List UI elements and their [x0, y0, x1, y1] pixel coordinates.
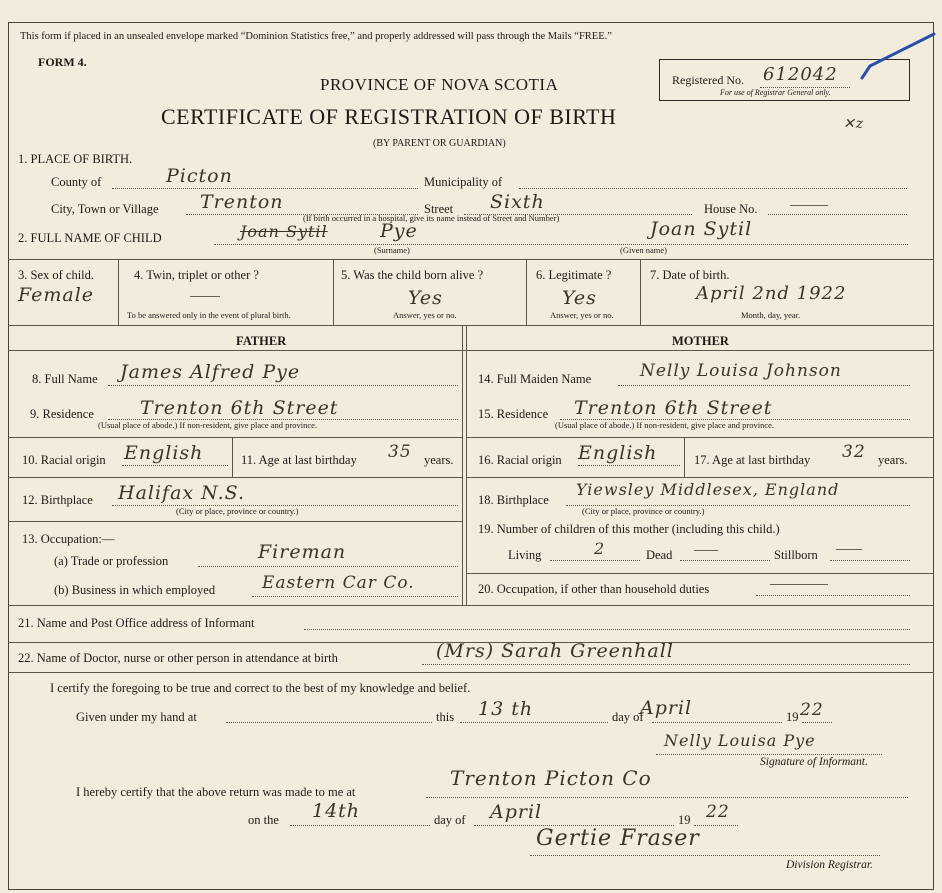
registered-number: 612042 [763, 64, 838, 85]
rule-parents-head [8, 350, 934, 351]
father-name-line [108, 385, 458, 386]
registrar-caption: Division Registrar. [786, 859, 873, 871]
stillborn-label: Stillborn [774, 548, 818, 562]
dead-dash [694, 550, 718, 551]
given-month-value: April [640, 697, 693, 719]
alive-label: 5. Was the child born alive ? [341, 268, 484, 282]
father-res-note: (Usual place of abode.) If non-resident, give place and province. [98, 420, 318, 430]
rule-mother-2 [466, 477, 934, 478]
father-racial-value: English [124, 442, 204, 464]
signature-caption: Signature of Informant. [760, 756, 868, 768]
stillborn-line [830, 560, 910, 561]
mother-heading: MOTHER [672, 334, 729, 348]
row3-divider-2 [333, 259, 334, 325]
registrar-signature-line [530, 855, 880, 856]
mother-children-label: 19. Number of children of this mother (including this child.) [478, 522, 780, 536]
certify-statement: I certify the foregoing to be true and correct to the best of my knowledge and belief. [50, 681, 471, 695]
rule-parents-top [8, 325, 934, 326]
legit-value: Yes [562, 287, 597, 309]
father-name-label: 8. Full Name [32, 372, 98, 386]
registrar-year-value: 22 [706, 802, 730, 822]
given-under-label: Given under my hand at [76, 710, 197, 724]
mother-racial-line [578, 465, 680, 466]
hospital-note: (If birth occurred in a hospital, give its name instead of Street and Number) [303, 213, 560, 223]
given-name-caption: (Given name) [620, 245, 667, 255]
father-age-divider [232, 437, 233, 477]
rule-informant-top [8, 605, 934, 606]
father-trade-label: (a) Trade or profession [54, 554, 169, 568]
father-name-value: James Alfred Pye [120, 361, 301, 383]
mother-name-value: Nelly Louisa Johnson [640, 361, 842, 381]
parents-divider-b [466, 325, 467, 605]
city-label: City, Town or Village [51, 202, 159, 216]
municipality-line [519, 188, 907, 189]
alive-note: Answer, yes or no. [393, 310, 457, 320]
dead-label: Dead [646, 548, 673, 562]
mother-birthplace-note: (City or place, province or country.) [582, 506, 705, 516]
dob-label: 7. Date of birth. [650, 268, 730, 282]
mailing-notice: This form if placed in an unsealed envelope marked “Dominion Statistics free,” and properly addressed will pass through the Mails “FREE.” [20, 31, 612, 42]
mother-res-label: 15. Residence [478, 407, 549, 421]
surname-value: Pye [380, 220, 418, 242]
given-day-value: 13 th [478, 698, 534, 720]
mother-occupation-label: 20. Occupation, if other than household duties [478, 582, 710, 596]
certificate-title: CERTIFICATE OF REGISTRATION OF BIRTH [161, 104, 617, 129]
father-trade-value: Fireman [258, 541, 347, 563]
surname-struck: Joan Sytil [240, 222, 328, 241]
dob-value: April 2nd 1922 [696, 283, 847, 304]
corner-mark: ✕z [843, 116, 865, 132]
dob-note: Month, day, year. [741, 310, 801, 320]
father-birthplace-value: Halifax N.S. [118, 482, 245, 504]
mother-res-value: Trenton 6th Street [574, 397, 773, 419]
father-age-label: 11. Age at last birthday [241, 453, 357, 467]
mother-age-divider [684, 437, 685, 477]
rule-certify-top [8, 672, 934, 673]
living-line [550, 560, 640, 561]
mother-years: years. [878, 453, 908, 467]
informant-line [304, 629, 910, 630]
father-age-value: 35 [388, 442, 412, 462]
day-of-label: day of [612, 710, 644, 724]
father-birthplace-note: (City or place, province or country.) [176, 506, 299, 516]
father-occupation-label: 13. Occupation:— [22, 532, 115, 546]
informant-signature: Nelly Louisa Pye [664, 731, 816, 750]
living-label: Living [508, 548, 542, 562]
father-res-value: Trenton 6th Street [140, 397, 339, 419]
mother-age-label: 17. Age at last birthday [694, 453, 811, 467]
living-value: 2 [594, 539, 606, 558]
province-heading: PROVINCE OF NOVA SCOTIA [320, 75, 559, 94]
registrar-year-prefix: 19 [678, 813, 691, 827]
rule-father-3 [8, 521, 462, 522]
father-heading: FATHER [236, 334, 287, 348]
sex-label: 3. Sex of child. [18, 268, 95, 282]
registered-note: For use of Registrar General only. [720, 88, 831, 97]
registrar-day-of-label: day of [434, 813, 466, 827]
dead-line [680, 560, 770, 561]
street-label: Street [424, 202, 454, 216]
sex-value: Female [18, 284, 95, 306]
given-place-line [226, 722, 432, 723]
on-the-label: on the [248, 813, 279, 827]
form-number: FORM 4. [38, 55, 87, 69]
certificate-subtitle: (BY PARENT OR GUARDIAN) [373, 138, 506, 149]
father-birthplace-label: 12. Birthplace [22, 493, 93, 507]
father-business-label: (b) Business in which employed [54, 583, 216, 597]
father-racial-label: 10. Racial origin [22, 453, 106, 467]
house-label: House No. [704, 202, 758, 216]
row3-divider-4 [640, 259, 641, 325]
parents-divider-a [462, 325, 463, 605]
mother-occupation-dash [770, 584, 828, 585]
mother-res-note: (Usual place of abode.) If non-resident, give place and province. [555, 420, 775, 430]
this-label: this [436, 710, 455, 724]
rule-mother-3 [466, 573, 934, 574]
house-dash [790, 205, 828, 206]
informant-label: 21. Name and Post Office address of Informant [18, 616, 255, 630]
rule-row3-top [8, 259, 934, 260]
city-value: Trenton [200, 191, 284, 213]
twin-note: To be answered only in the event of plural birth. [127, 310, 291, 320]
rule-father-2 [8, 477, 462, 478]
legit-note: Answer, yes or no. [550, 310, 614, 320]
father-res-label: 9. Residence [30, 407, 94, 421]
alive-value: Yes [408, 287, 443, 309]
doctor-line [422, 664, 910, 665]
mother-racial-value: English [578, 442, 658, 464]
child-name-label: 2. FULL NAME OF CHILD [18, 231, 162, 245]
registrar-day-line [290, 825, 430, 826]
row3-divider-1 [118, 259, 119, 325]
father-business-value: Eastern Car Co. [262, 573, 415, 593]
row3-divider-3 [526, 259, 527, 325]
mother-age-value: 32 [842, 442, 866, 462]
mother-occupation-line [756, 595, 910, 596]
registrar-month-value: April [490, 801, 543, 823]
surname-caption: (Surname) [374, 245, 410, 255]
stillborn-dash [836, 549, 862, 550]
rule-mother-1 [466, 437, 934, 438]
mother-name-label: 14. Full Maiden Name [478, 372, 592, 386]
day-line [460, 722, 608, 723]
registered-label: Registered No. [672, 73, 744, 87]
registrar-place-value: Trenton Picton Co [450, 766, 652, 790]
signature-line [656, 754, 882, 755]
father-racial-line [122, 465, 228, 466]
street-value: Sixth [490, 191, 545, 213]
mother-racial-label: 16. Racial origin [478, 453, 562, 467]
registrar-place-line [426, 797, 908, 798]
registrar-signature: Gertie Fraser [536, 826, 700, 851]
doctor-value: (Mrs) Sarah Greenhall [436, 640, 674, 662]
year-line [802, 722, 832, 723]
house-line [768, 214, 907, 215]
registrar-year-line [694, 825, 738, 826]
registrar-day-value: 14th [312, 800, 361, 822]
twin-dash [190, 296, 220, 297]
mother-birthplace-value: Yiewsley Middlesex, England [576, 480, 840, 499]
county-value: Picton [166, 165, 233, 187]
registrar-statement: I hereby certify that the above return was made to me at [76, 785, 356, 799]
father-business-line [252, 596, 458, 597]
place-of-birth-heading: 1. PLACE OF BIRTH. [18, 152, 133, 166]
legit-label: 6. Legitimate ? [536, 268, 612, 282]
rule-father-1 [8, 437, 462, 438]
father-trade-line [198, 566, 458, 567]
municipality-label: Municipality of [424, 175, 503, 189]
given-name-value: Joan Sytil [650, 218, 753, 240]
twin-label: 4. Twin, triplet or other ? [134, 268, 259, 282]
month-line [652, 722, 782, 723]
child-name-line [214, 244, 908, 245]
mother-birthplace-label: 18. Birthplace [478, 493, 549, 507]
county-line [112, 188, 418, 189]
blue-check-mark [860, 30, 940, 90]
given-year-value: 22 [800, 700, 824, 720]
doctor-label: 22. Name of Doctor, nurse or other person in attendance at birth [18, 651, 338, 665]
county-label: County of [51, 175, 102, 189]
year-prefix: 19 [786, 710, 799, 724]
mother-name-line [618, 385, 910, 386]
father-years: years. [424, 453, 454, 467]
